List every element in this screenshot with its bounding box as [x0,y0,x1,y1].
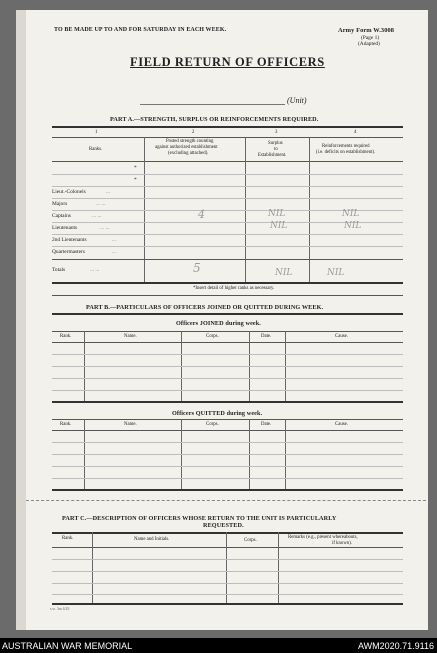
quitted-col-corps: Corps. [206,422,219,427]
part-a-footnote: *Insert detail of higher ranks as necessary. [193,286,275,291]
totals-label: Totals [52,267,66,273]
joined-row-rule [52,378,403,379]
part-b-heading: PART B.—PARTICULARS OF OFFICERS JOINED OR QUITTED DURING WEEK. [86,304,324,311]
quitted-col-cause: Cause. [335,422,348,427]
part-c-row-rule [52,583,403,584]
quitted-row-rule [52,466,403,467]
col-header-surplus-2: to [274,147,278,152]
joined-col-date: Date. [261,334,272,339]
rank-row-3: Lieut.-Colonels [52,189,86,195]
page-title: FIELD RETURN OF OFFICERS [130,55,325,69]
part-c-row-rule [52,559,403,560]
col-header-ranks: Ranks. [89,147,103,152]
leader-dots: ... ... [96,201,106,207]
form-adapted: (Adapted) [358,41,380,47]
col-header-posted-2: against authorized establishment [155,145,218,150]
perforation-line [26,500,426,501]
col-header-posted-1: Posted strength counting [166,139,214,144]
joined-col-corps: Corps. [206,334,219,339]
joined-header-rule [52,331,403,332]
row-rule [52,198,403,199]
col-header-reinf-2: (i.e. deficits on establishment). [316,150,376,155]
joined-col-cause: Cause. [335,334,348,339]
form-page: (Page 1) [361,35,380,41]
leader-dots: ... [106,189,111,195]
col-header-surplus-1: Surplus [268,141,283,146]
row-rule [52,234,403,235]
print-code: s.w. 3m 4/43 [50,607,70,611]
joined-table-rule-bottom [52,401,403,403]
leader-dots: ... ... [92,213,102,219]
col-header-posted-3: (excluding attached). [168,151,209,156]
quitted-col-rank: Rank. [60,422,72,427]
quitted-row-rule [52,442,403,443]
quitted-col-name: Name. [124,422,137,427]
joined-row-rule [52,366,403,367]
row-rule [52,246,403,247]
handwritten-captains-surplus: NIL [268,209,286,219]
row-rule [52,186,403,187]
form-number: Army Form W.3008 [338,27,395,34]
part-c-col-rank: Rank. [62,536,74,541]
handwritten-captains-reinf: NIL [342,209,360,219]
part-c-row-rule [52,594,403,595]
quitted-table-rule [52,430,403,431]
rank-row-8: Quartermasters [52,249,85,255]
rank-row-1: * [134,165,137,171]
part-a-rule-top [52,126,403,128]
quitted-header-rule [52,419,403,420]
leader-dots: ... ... [90,267,100,273]
joined-col-name: Name. [124,334,137,339]
handwritten-captains-posted: 4 [198,208,205,221]
paper-fold-edge [16,10,26,630]
col-number-4: 4 [354,130,357,135]
quitted-col-date: Date. [261,422,272,427]
handwritten-total-reinf: NIL [327,268,345,278]
part-c-col-remarks-1: Remarks (e.g., present whereabouts, [288,535,358,540]
col-number-1: 1 [95,130,98,135]
quitted-table-rule-bottom [52,489,403,491]
part-c-heading-1: PART C.—DESCRIPTION OF OFFICERS WHOSE RETURN TO THE UNIT IS PARTICULARLY [62,515,337,522]
form-instruction: TO BE MADE UP TO AND FOR SATURDAY IN EACH WEEK. [54,27,227,33]
col-number-rule [52,137,403,138]
col-header-surplus-3: Establishment. [258,153,287,158]
rank-row-4: Majors [52,201,68,207]
header-rule [52,161,403,162]
part-c-col-name: Name and Initials. [134,537,170,542]
quitted-row-rule [52,478,403,479]
part-b-rule-top [52,295,403,296]
handwritten-total-posted: 5 [193,261,201,275]
col-number-2: 2 [192,130,195,135]
rank-row-6: Lieutenants [52,225,78,231]
rank-row-2: * [134,177,137,183]
unit-label: (Unit) [287,96,307,105]
part-c-rule-bottom [52,603,403,605]
part-a-heading: PART A.—STRENGTH, SURPLUS OR REINFORCEMENTS REQUIRED. [110,116,319,123]
rank-row-7: 2nd Lieutenants [52,237,87,243]
rank-row-5: Captains [52,213,71,219]
footer-source: AUSTRALIAN WAR MEMORIAL [2,641,133,651]
col-number-3: 3 [275,130,278,135]
joined-row-rule [52,390,403,391]
footer-accession-number: AWM2020.71.9116 [357,641,434,651]
quitted-row-rule [52,454,403,455]
joined-title: Officers JOINED during week. [176,320,261,327]
part-b-rule [52,313,403,315]
part-c-header-rule [52,547,403,548]
leader-dots: ... [112,249,117,255]
handwritten-lieutenants-surplus: NIL [270,221,288,231]
archive-footer [0,638,437,653]
leader-dots: ... ... [100,225,110,231]
handwritten-total-surplus: NIL [275,268,293,278]
part-a-rule-bottom [52,282,403,284]
joined-table-rule [52,342,403,343]
leader-dots: ... [112,237,117,243]
part-c-heading-2: REQUESTED. [203,522,244,529]
part-c-row-rule [52,571,403,572]
joined-row-rule [52,354,403,355]
joined-col-rank: Rank. [60,334,72,339]
part-c-col-remarks-2: if known). [332,541,352,546]
part-c-rule-top [52,532,403,534]
part-c-col-corps: Corps. [244,538,257,543]
row-rule [52,174,403,175]
quitted-title: Officers QUITTED during week. [172,410,263,417]
unit-line [140,104,285,105]
col-header-reinf-1: Reinforcements required [322,144,370,149]
handwritten-lieutenants-reinf: NIL [344,221,362,231]
row-rule [52,259,403,260]
